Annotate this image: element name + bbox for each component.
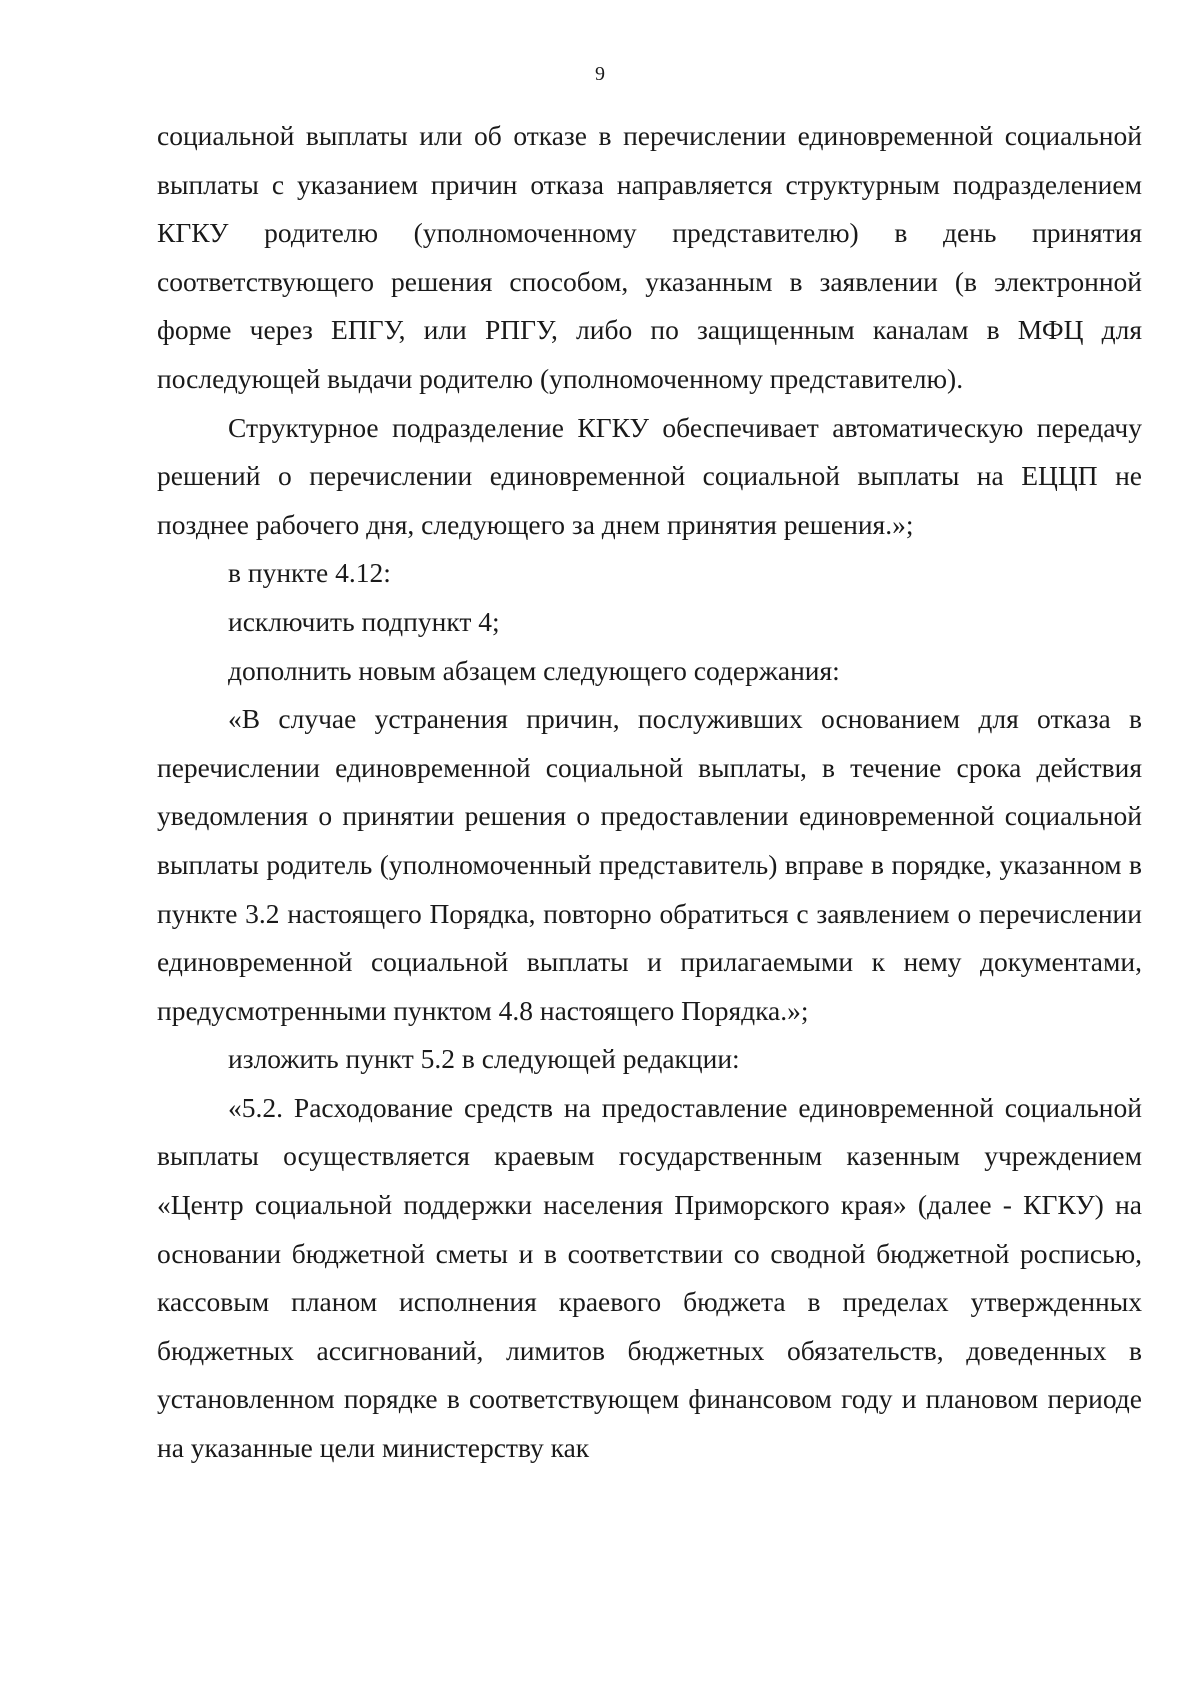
paragraph-4: исключить подпункт 4; bbox=[228, 605, 500, 637]
paragraph-5: дополнить новым абзацем следующего содержания: bbox=[228, 654, 840, 686]
paragraph-1: социальной выплаты или об отказе в перечислении единовременной социальной выплаты с указанием причин отказа направляется структурным подразделением КГКУ родителю (уполномоченному представителю) в день принятия соответствующего решения способом, указанным в заявлении (в электронной форме через ЕПГУ, или РПГУ, либо по защищенным каналам в МФЦ для последующей выдачи родителю (уполномоченному представителю). bbox=[157, 120, 1142, 394]
document-body bbox=[157, 112, 1142, 1473]
paragraph-6: «В случае устранения причин, послуживших основанием для отказа в перечислении единовременной социальной выплаты, в течение срока действия уведомления о принятии решения о предоставлении единовременной социальной выплаты родитель (уполномоченный представитель) вправе в порядке, указанном в пункте 3.2 настоящего Порядка, повторно обратиться с заявлением о перечислении единовременной социальной выплаты и прилагаемыми к нему документами, предусмотренными пунктом 4.8 настоящего Порядка.»; bbox=[157, 703, 1142, 1026]
paragraph-2: Структурное подразделение КГКУ обеспечивает автоматическую передачу решений о перечислении единовременной социальной выплаты на ЕЦЦП не позднее рабочего дня, следующего за днем принятия решения.»; bbox=[157, 411, 1142, 540]
paragraph-7: изложить пункт 5.2 в следующей редакции: bbox=[228, 1043, 740, 1075]
paragraph-3: в пункте 4.12: bbox=[228, 557, 391, 589]
page-number: 9 bbox=[595, 63, 605, 85]
paragraph-8: «5.2. Расходование средств на предоставление единовременной социальной выплаты осуществляется краевым государственным казенным учреждением «Центр социальной поддержки населения Приморского края» (далее - КГКУ) на основании бюджетной сметы и в соответствии со сводной бюджетной росписью, кассовым планом исполнения краевого бюджета в пределах утвержденных бюджетных ассигнований, лимитов бюджетных обязательств, доведенных в установленном порядке в соответствующем финансовом году и плановом периоде на указанные цели министерству как bbox=[157, 1091, 1142, 1464]
